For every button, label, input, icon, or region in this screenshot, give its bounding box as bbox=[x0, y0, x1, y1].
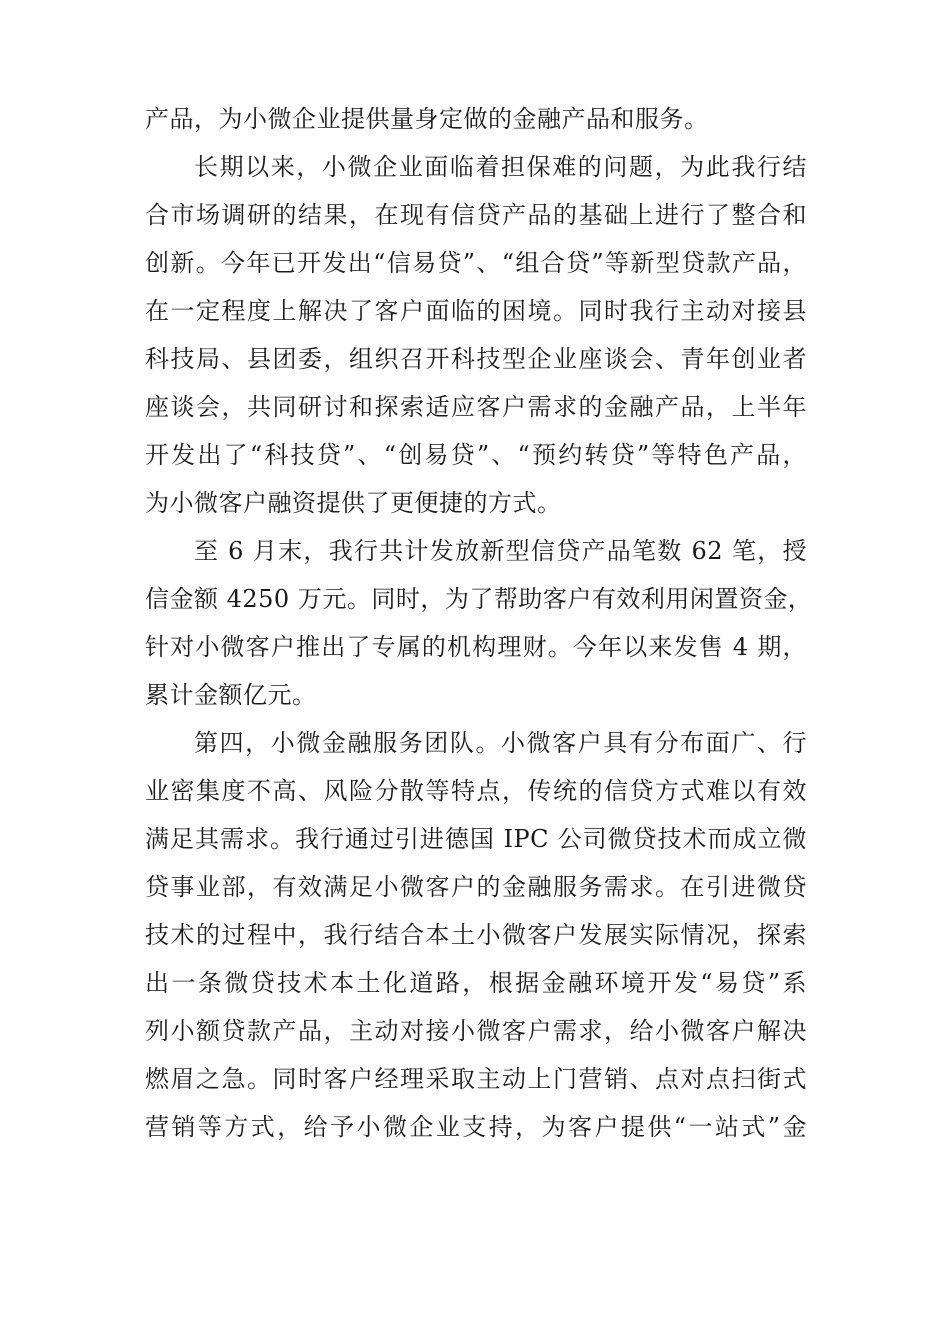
text-line: 营销等方式，给予小微企业支持，为客户提供“一站式”金 bbox=[145, 1113, 807, 1141]
text-line: 开发出了“科技贷”、“创易贷”、“预约转贷”等特色产品， bbox=[145, 441, 807, 469]
text-line: 至 6 月末，我行共计发放新型信贷产品笔数 62 笔，授 bbox=[194, 537, 807, 565]
text-line: 出一条微贷技术本土化道路，根据金融环境开发“易贷”系 bbox=[145, 969, 807, 997]
text-line: 创新。今年已开发出“信易贷”、“组合贷”等新型贷款产品， bbox=[145, 249, 807, 277]
text-line: 合市场调研的结果，在现有信贷产品的基础上进行了整合和 bbox=[145, 201, 807, 229]
text-line: 座谈会，共同研讨和探索适应客户需求的金融产品，上半年 bbox=[145, 393, 807, 421]
text-line: 燃眉之急。同时客户经理采取主动上门营销、点对点扫街式 bbox=[145, 1065, 807, 1093]
text-line: 第四，小微金融服务团队。小微客户具有分布面广、行 bbox=[194, 729, 807, 757]
text-line: 科技局、县团委，组织召开科技型企业座谈会、青年创业者 bbox=[145, 345, 807, 373]
text-line: 技术的过程中，我行结合本土小微客户发展实际情况，探索 bbox=[145, 921, 807, 949]
text-line: 业密集度不高、风险分散等特点，传统的信贷方式难以有效 bbox=[145, 777, 807, 805]
text-line: 列小额贷款产品，主动对接小微客户需求，给小微客户解决 bbox=[145, 1017, 807, 1045]
text-line: 为小微客户融资提供了更便捷的方式。 bbox=[145, 489, 562, 517]
text-line: 产品，为小微企业提供量身定做的金融产品和服务。 bbox=[145, 105, 709, 133]
text-line: 信金额 4250 万元。同时，为了帮助客户有效利用闲置资金， bbox=[145, 585, 813, 613]
text-line: 长期以来，小微企业面临着担保难的问题，为此我行结 bbox=[194, 153, 807, 181]
text-line: 满足其需求。我行通过引进德国 IPC 公司微贷技术而成立微 bbox=[145, 825, 807, 853]
text-line: 累计金额亿元。 bbox=[145, 681, 317, 709]
text-line: 在一定程度上解决了客户面临的困境。同时我行主动对接县 bbox=[145, 297, 807, 325]
text-line: 针对小微客户推出了专属的机构理财。今年以来发售 4 期， bbox=[145, 633, 807, 661]
document-body bbox=[145, 95, 813, 1151]
text-line: 贷事业部，有效满足小微客户的金融服务需求。在引进微贷 bbox=[145, 873, 807, 901]
